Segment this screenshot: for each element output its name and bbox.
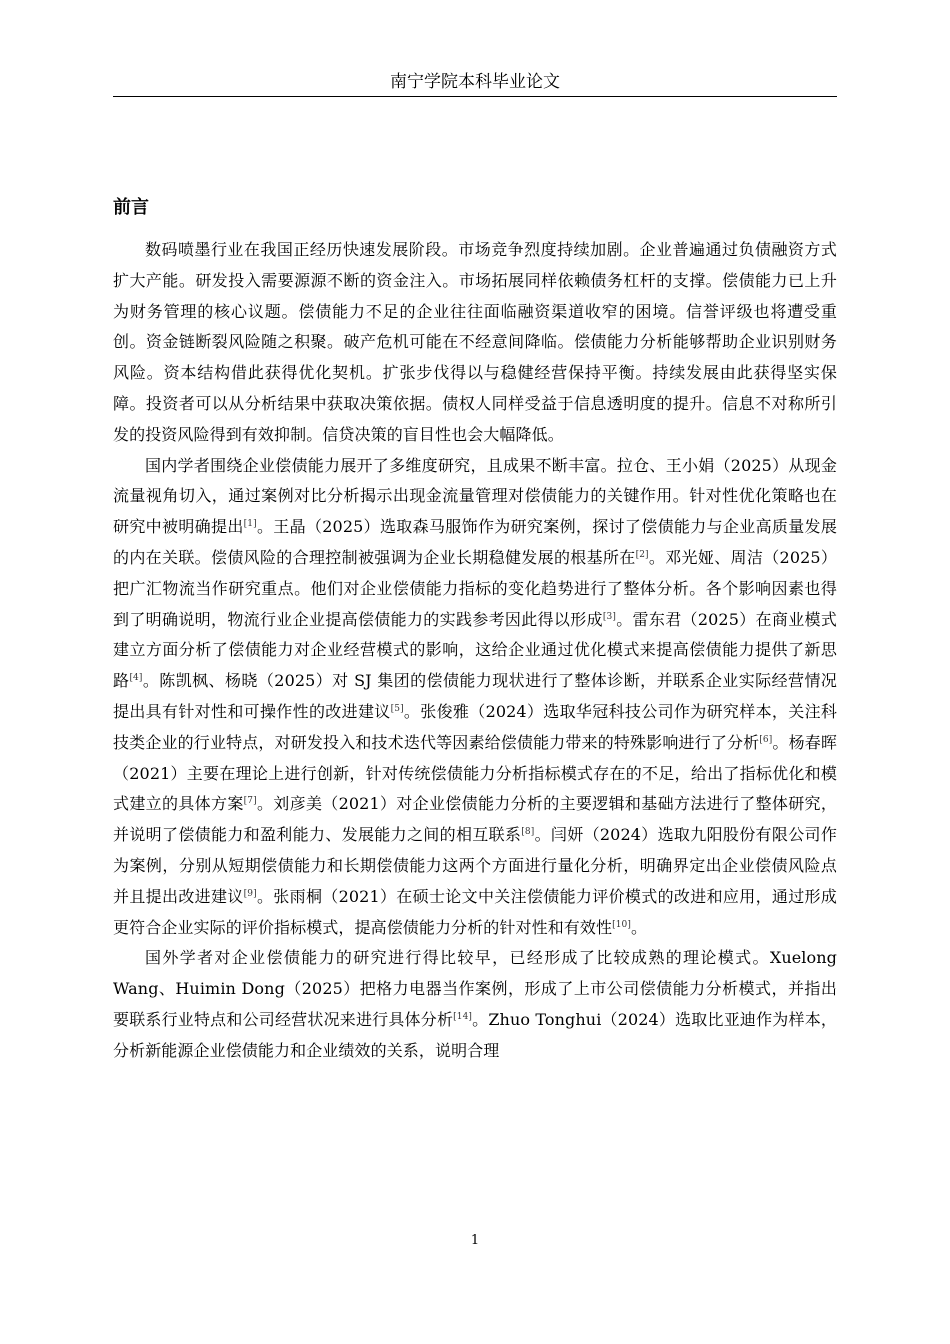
paragraph-text: 国外学者对企业偿债能力的研究进行得比较早，已经形成了比较成熟的理论模式。Xuelong Wang、Huimin Dong（2025）把格力电器当作案例，形成了上市公司偿债能力分析模式，并指出要联系行业特点和公司经营状况来进行具体分析 [113, 948, 837, 1029]
page-number: 1 [470, 1233, 480, 1248]
paragraph-text: 国内学者围绕企业偿债能力展开了多维度研究，且成果不断丰富。拉仓、王小娟（2025）从现金流量视角切入，通过案例对比分析揭示出现金流量管理对偿债能力的关键作用。针对性优化策略也在研究中被明确提出 [113, 455, 837, 537]
paragraph-text: 。陈凯枫、杨晓（2025）对 SJ 集团的偿债能力现状进行了整体诊断，并联系企业实际经营情况提出具有针对性和可操作性的改进建议 [113, 671, 837, 721]
paragraph [113, 943, 837, 1066]
paragraph-text: 。杨春晖（2021）主要在理论上进行创新，针对传统偿债能力分析指标模式存在的不足，给出了指标优化和模式建立的具体方案 [113, 732, 837, 814]
citation-ref: [2] [635, 549, 649, 560]
citation-ref: [3] [602, 611, 616, 622]
citation-ref: [7] [243, 796, 257, 807]
citation-ref: [6] [759, 734, 773, 745]
paragraph-text: 。刘彦美（2021）对企业偿债能力分析的主要逻辑和基础方法进行了整体研究，并说明了偿债能力和盈利能力、发展能力之间的相互联系 [113, 794, 837, 845]
citation-ref: [9] [243, 888, 257, 899]
citation-ref: [4] [129, 673, 143, 684]
paragraph-text: 。张俊雅（2024）选取华冠科技公司作为研究样本，关注科技类企业的行业特点，对研发投入和技术迭代等因素给偿债能力带来的特殊影响进行了分析 [113, 701, 837, 752]
paragraph-text: 。闫妍（2024）选取九阳股份有限公司作为案例，分别从短期偿债能力和长期偿债能力这两个方面进行量化分析，明确界定出企业偿债风险点并且提出改进建议 [113, 825, 837, 906]
citation-ref: [14] [453, 1011, 473, 1022]
citation-ref: [1] [243, 519, 257, 530]
running-header: 南宁学院本科毕业论文 [390, 72, 560, 92]
citation-ref: [5] [390, 703, 404, 714]
paragraph [113, 451, 837, 944]
paragraph-text: 。Zhuo Tonghui（2024）选取比亚迪作为样本，分析新能源企业偿债能力和企业绩效的关系，说明合理 [113, 1009, 837, 1060]
paragraph [113, 235, 837, 451]
header-divider [113, 96, 837, 97]
paragraph-text: 数码喷墨行业在我国正经历快速发展阶段。市场竞争烈度持续加剧。企业普遍通过负债融资方式扩大产能。研发投入需要源源不断的资金注入。市场拓展同样依赖债务杠杆的支撑。偿债能力已上升为财务管理的核心议题。偿债能力不足的企业往往面临融资渠道收窄的困境。信誉评级也将遭受重创。资金链断裂风险随之积聚。破产危机可能在不经意间降临。偿债能力分析能够帮助企业识别财务风险。资本结构借此获得优化契机。扩张步伐得以与稳健经营保持平衡。持续发展由此获得坚实保障。投资者可以从分析结果中获取决策依据。债权人同样受益于信息透明度的提升。信息不对称所引发的投资风险得到有效抑制。信贷决策的盲目性也会大幅降低。 [113, 240, 837, 444]
section-title: 前言 [113, 197, 149, 218]
paragraph-text: 。雷东君（2025）在商业模式建立方面分析了偿债能力对企业经营模式的影响，这给企业通过优化模式来提高偿债能力提供了新思路 [113, 609, 837, 691]
citation-ref: [8] [521, 827, 535, 838]
body-text [113, 235, 837, 1067]
paragraph-text: 。邓光娅、周洁（2025）把广汇物流当作研究重点。他们对企业偿债能力指标的变化趋势进行了整体分析。各个影响因素也得到了明确说明，物流行业企业提高偿债能力的实践参考因此得以形成 [113, 547, 837, 629]
citation-ref: [10] [612, 919, 631, 930]
paragraph-text: 。张雨桐（2021）在硕士论文中关注偿债能力评价模式的改进和应用，通过形成更符合企业实际的评价指标模式，提高偿债能力分析的针对性和有效性 [113, 886, 837, 937]
paragraph-text: 。 [630, 917, 648, 937]
paragraph-text: 。王晶（2025）选取森马服饰作为研究案例，探讨了偿债能力与企业高质量发展的内在关联。偿债风险的合理控制被强调为企业长期稳健发展的根基所在 [113, 517, 837, 567]
